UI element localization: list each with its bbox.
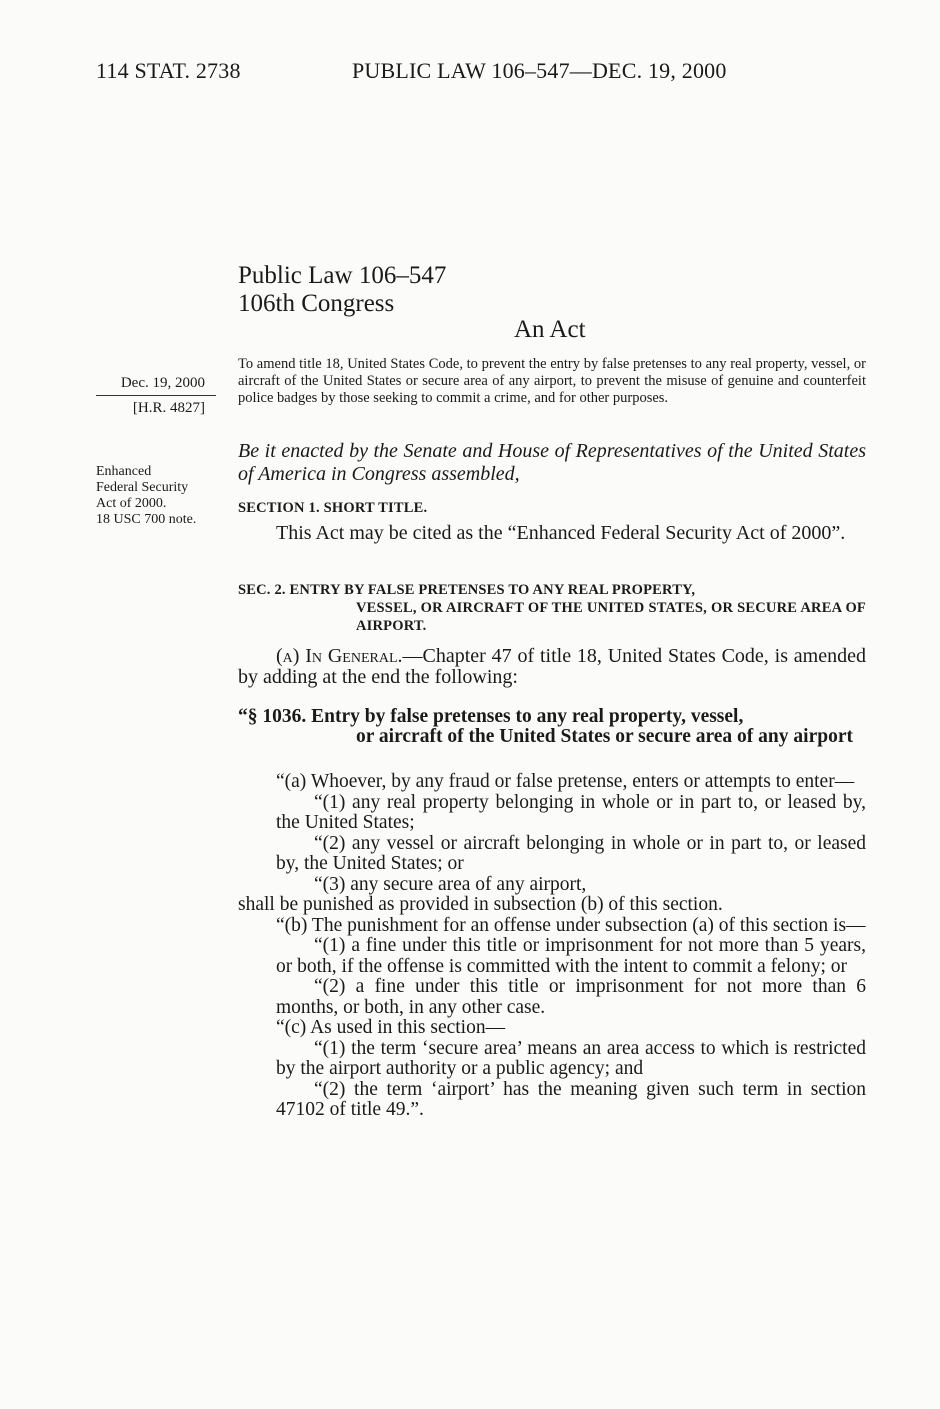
subsection-a-label: (a) In General. (276, 645, 403, 667)
paragraph-b1: “(1) a fine under this title or imprisonment for not more than 5 years, or both, if the offense is committed with the intent to commit a felony; or (276, 935, 866, 977)
section-1-text: This Act may be cited as the “Enhanced Federal Security Act of 2000”. (276, 522, 846, 544)
section-1-heading: SECTION 1. SHORT TITLE. (238, 500, 428, 516)
subsection-a-text: —Chapter 47 of title 18, United States Code, is amended by adding at the end the following: (238, 645, 866, 688)
paragraph-a3: “(3) any secure area of any airport, (314, 873, 587, 895)
paragraph-c1: “(1) the term ‘secure area’ means an area access to which is restricted by the airport authority or a public agency; and (276, 1037, 866, 1079)
section-1036-body (238, 772, 866, 1121)
margin-note-line: Act of 2000. (96, 496, 167, 511)
margin-note-line: Enhanced (96, 464, 152, 479)
law-date-header: PUBLIC LAW 106–547—DEC. 19, 2000 (352, 58, 727, 83)
public-law-number: Public Law 106–547 (238, 262, 447, 289)
margin-divider (96, 395, 216, 396)
act-purpose: To amend title 18, United States Code, to prevent the entry by false pretenses to any real property, vessel, or aircraft of the United States or secure area of any airport, to prevent the misuse of genuine and counterfeit police badges by those seeking to commit a crime, and for other purposes. (238, 356, 866, 406)
enacting-clause: Be it enacted by the Senate and House of Representatives of the United States of America in Congress assembled, (238, 440, 866, 485)
paragraph-a1: “(1) any real property belonging in whole or in part to, or leased by, the United States; (276, 791, 866, 833)
margin-short-title-note (96, 464, 226, 528)
section-1036-heading (238, 707, 866, 747)
section-2-heading-continuation: VESSEL, OR AIRCRAFT OF THE UNITED STATES, OR SECURE AREA OF AIRPORT. (356, 600, 866, 634)
congress-number: 106th Congress (238, 290, 395, 317)
section-1036-heading-continuation: or aircraft of the United States or secure area of any airport (356, 726, 853, 747)
margin-bill-number: [H.R. 4827] (132, 400, 205, 416)
section-1036-heading-line: “§ 1036. Entry by false pretenses to any real property, vessel, (238, 706, 744, 727)
section-2-heading-line: SEC. 2. ENTRY BY FALSE PRETENSES TO ANY REAL PROPERTY, (238, 582, 696, 598)
subsection-a-intro: “(a) Whoever, by any fraud or false pretense, enters or attempts to enter— (276, 771, 855, 792)
paragraph-b2: “(2) a fine under this title or imprisonment for not more than 6 months, or both, in any other case. (276, 976, 866, 1018)
margin-date: Dec. 19, 2000 (120, 375, 205, 391)
paragraph-a2: “(2) any vessel or aircraft belonging in whole or in part to, or leased by, the United States; or (276, 832, 866, 874)
margin-note-line: 18 USC 700 note. (96, 512, 197, 527)
section-2-heading (238, 581, 866, 635)
paragraph-c2: “(2) the term ‘airport’ has the meaning given such term in section 47102 of title 49.”. (276, 1078, 866, 1120)
subsection-c-intro: “(c) As used in this section— (276, 1017, 506, 1038)
subsection-a-general (238, 646, 866, 688)
margin-note-line: Federal Security (96, 480, 189, 495)
subsection-a-close: shall be punished as provided in subsection (b) of this section. (238, 894, 723, 915)
subsection-b-intro: “(b) The punishment for an offense under subsection (a) of this section is— (276, 914, 866, 936)
act-heading: An Act (514, 316, 586, 343)
page-stat-header: 114 STAT. 2738 (96, 58, 241, 83)
